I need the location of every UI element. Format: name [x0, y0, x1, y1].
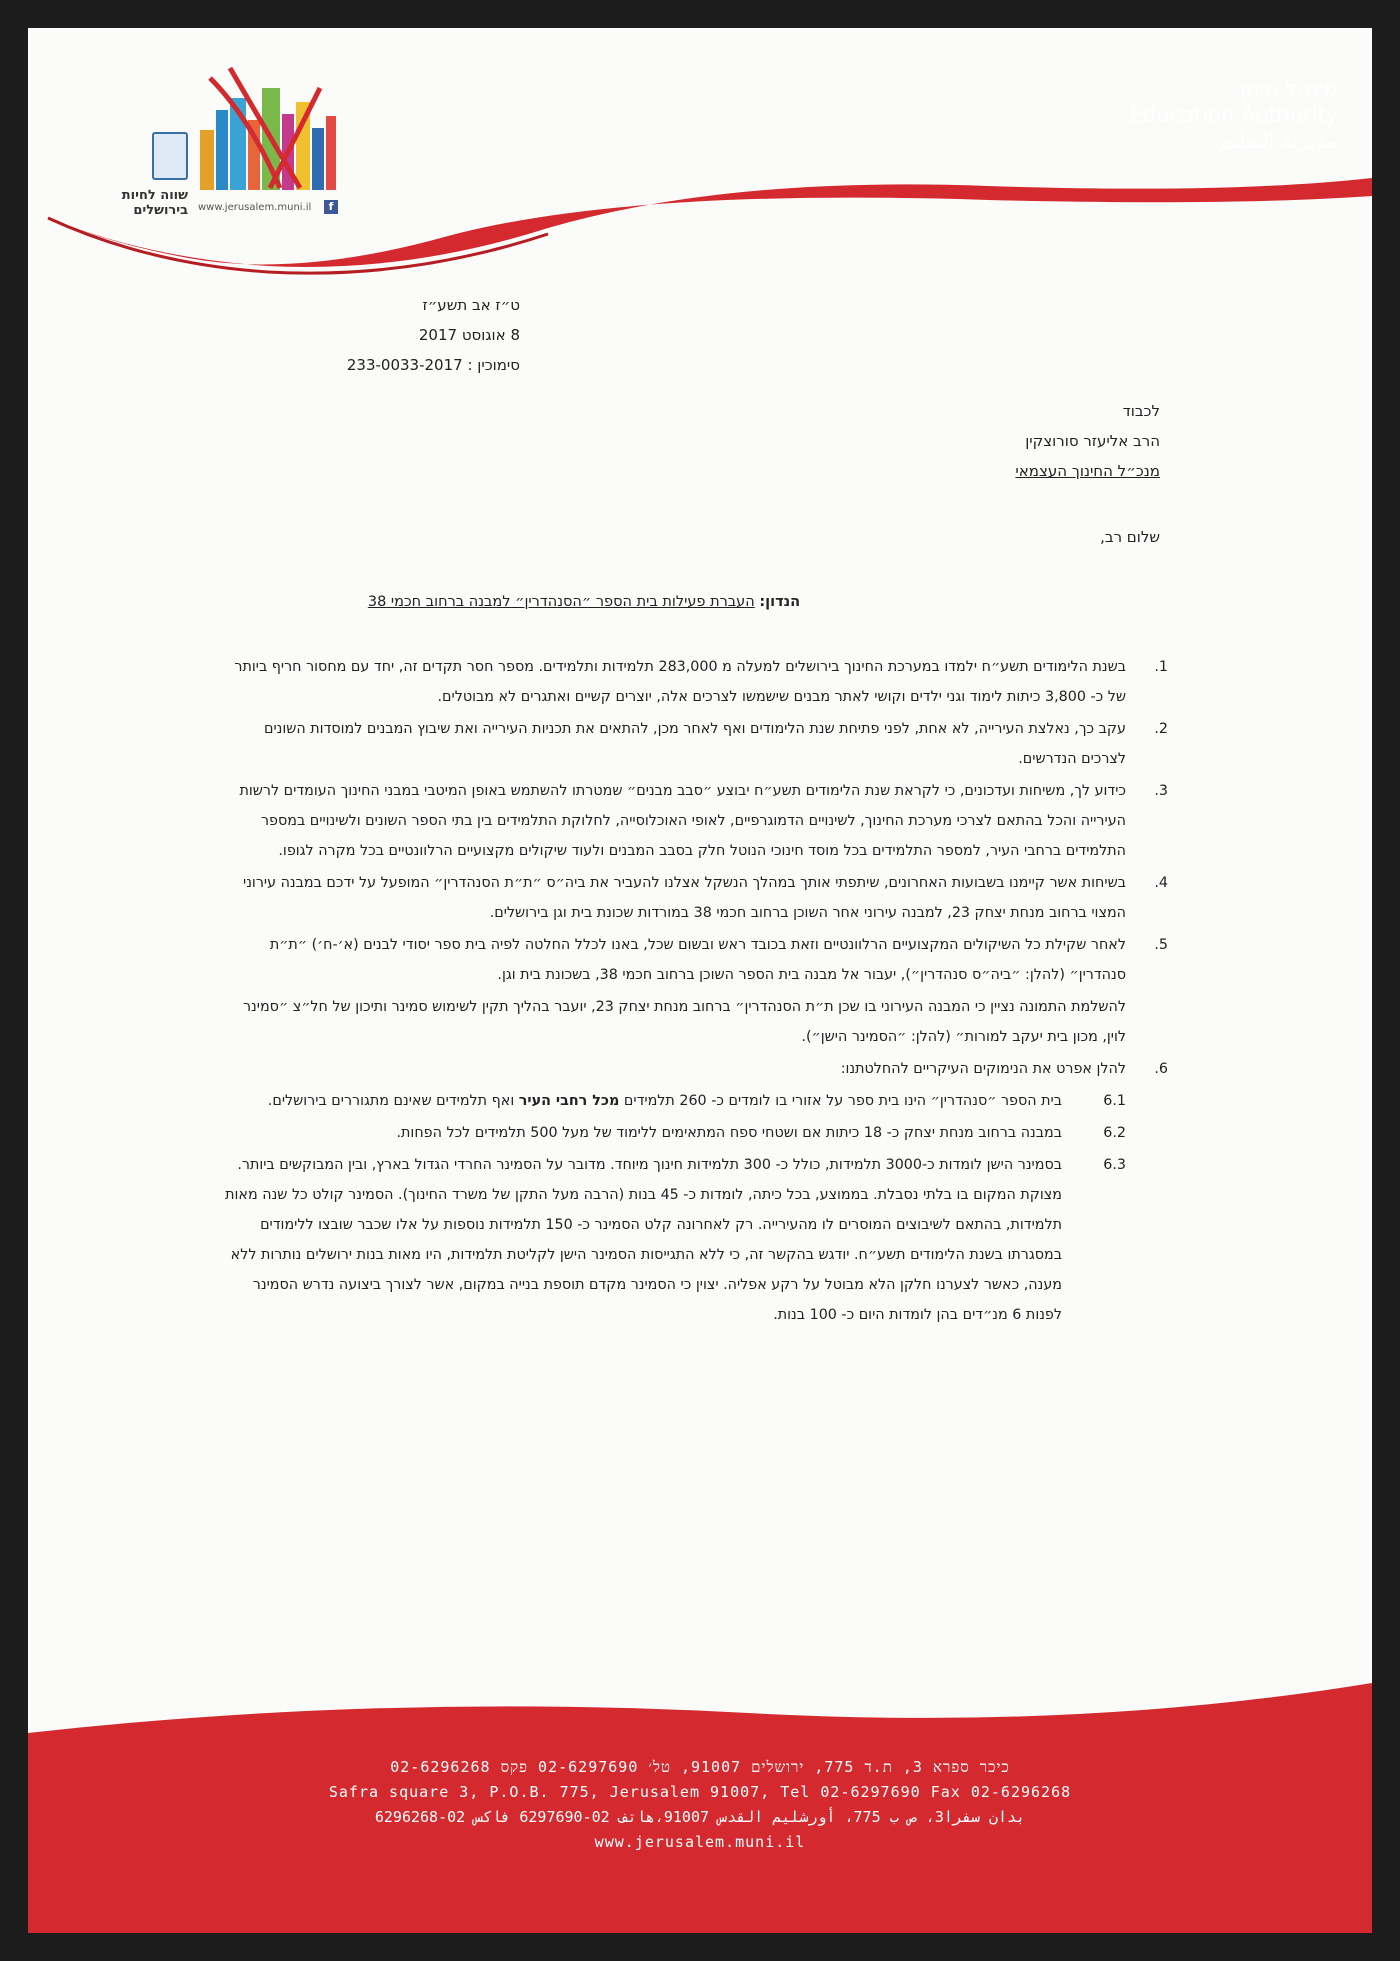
- department-english: Education Authority: [1129, 103, 1338, 127]
- gregorian-date: 8 אוגוסט 2017: [418, 326, 520, 344]
- numbered-paragraph: [216, 652, 1170, 712]
- recipient-block: [760, 396, 1160, 486]
- sub-paragraph: [216, 1118, 1170, 1148]
- logo-tagline-line-2: בירושלים: [133, 203, 188, 218]
- paragraph-text: בשנת הלימודים תשע״ח ילמדו במערכת החינוך בירושלים למעלה מ 283,000 תלמידות ותלמידים. מספר חסר תקדים זה, יחד עם מחסור חריף ביותר של כ- 3,800 כיתות לימוד וגני ילדים וקושי לאתר מבנים שישמשו לצרכים אלה, יוצרים קשיים ואתגרים לא מבוטלים.: [234, 659, 1126, 705]
- department-arabic: مديرية التعليم: [1218, 129, 1338, 153]
- footer-hebrew: כיכר ספרא 3, ת.ד 775, ירושלים 91007, טל׳ 02-6297690 פקס 02-6296268: [390, 1758, 1010, 1776]
- sub-paragraph-number: 6.3: [1103, 1157, 1126, 1173]
- subject-line: [228, 594, 940, 610]
- date-block: [228, 290, 520, 380]
- paragraph-text: להלן אפרט את הנימוקים העיקריים להחלטתנו:: [840, 1061, 1126, 1077]
- recipient-role: מנכ״ל החינוך העצמאי: [1015, 462, 1160, 480]
- footer-contact: [28, 1755, 1372, 1855]
- logo-tagline: [116, 188, 188, 218]
- paragraph-number: 5.: [1154, 937, 1168, 953]
- greeting: שלום רב,: [1100, 528, 1160, 546]
- numbered-paragraph: [216, 1054, 1170, 1084]
- sub-paragraph-number: 6.1: [1103, 1093, 1126, 1109]
- paragraph-text: להשלמת התמונה נציין כי המבנה העירוני בו שכן ת״ת הסנהדרין״ ברחוב מנחת יצחק 23, יועבר בהליך תקין לשימוש סמינר ותיכון של חל״צ ״סמינר לוין, מכון בית יעקב למורות״ (להלן: ״הסמינר הישן״).: [242, 999, 1126, 1045]
- letter-page: [28, 28, 1372, 1933]
- numbered-paragraph: [216, 930, 1170, 990]
- department-block: [1130, 76, 1338, 154]
- department-hebrew: מינהל חינוך: [1234, 77, 1338, 101]
- sub-paragraph-text-end: ואף תלמידים שאינם מתגוררים בירושלים.: [267, 1093, 519, 1109]
- sub-paragraph-text: במבנה ברחוב מנחת יצחק כ- 18 כיתות אם ושטחי ספח המתאימים ללימוד של מעל 500 תלמידים לכל הפחות.: [396, 1125, 1062, 1141]
- sub-paragraph-text: בסמינר הישן לומדות כ-3000 תלמידות, כולל כ- 300 תלמידות חינוך מיוחד. מדובר על הסמינר החרדי הגדול בארץ, ובין המבוקשים ביותר. מצוקת המקום בו בלתי נסבלת. בממוצע, בכל כיתה, לומדות כ- 45 בנות (הרבה מעל התקן של משרד החינוך). הסמינר קולט כל שנה מאות תלמידות, בהתאם לשיבוצים המוסרים לו מהעירייה. רק לאחרונה קלט הסמינר כ- 150 תלמידות נוספות על אלו שכבר שובצו ללימודים במסגרתו בשנת הלימודים תשע״ח. יודגש בהקשר זה, כי ללא התגייסות הסמינר הישן לקליטת תלמידות, היו מאות בנות ירושלים נותרות ללא מענה, כאשר לצערנו חלקן הלא מבוטל על רקע אפליה. יצוין כי הסמינר מקדם תוספת בנייה במקום, אשר לצורך ביצועה נדרש הסמינר לפנות 6 מנ״דים בהן לומדות היום כ- 100 בנות.: [225, 1157, 1062, 1323]
- sub-paragraph-emphasis: מכל רחבי העיר: [518, 1093, 620, 1109]
- recipient-name: הרב אליעזר סורוצקין: [1025, 432, 1160, 450]
- facebook-icon: f: [324, 200, 338, 214]
- numbered-paragraph: [216, 868, 1170, 928]
- sub-paragraph-text: בית הספר ״סנהדרין״ הינו בית ספר על אזורי בו לומדים כ- 260 תלמידים: [619, 1093, 1062, 1109]
- sub-paragraph: [216, 1150, 1170, 1330]
- sub-paragraph-number: 6.2: [1103, 1125, 1126, 1141]
- reference-number: סימוכין : 233-0033-2017: [346, 356, 520, 374]
- paragraph-text: בשיחות אשר קיימנו בשבועות האחרונים, שיתפתי אותך במהלך הנשקל אצלנו להעביר את ביה״ס ״ת״ת הסנהדרין״ המופעל על ידכם במבנה עירוני המצוי ברחוב מנחת יצחק 23, למבנה עירוני אחר השוכן ברחוב חכמי 38 במורדות שכונת בית וגן בירושלים.: [243, 875, 1126, 921]
- paragraph-text: לאחר שקילת כל השיקולים המקצועיים הרלוונטיים וזאת בכובד ראש ובשום שכל, באנו לכלל החלטה לפיה בית ספר יסודי לבנים (א׳-ח׳) ״ת״ת סנהדרין״ (להלן: ״ביה״ס סנהדרין״), יעבור אל מבנה בית הספר השוכן ברחוב חכמי 38, בשכונת בית וגן.: [269, 937, 1126, 983]
- hebrew-date: ט״ז אב תשע״ז: [422, 296, 520, 314]
- paragraph-number: 6.: [1154, 1061, 1168, 1077]
- letter-body: [216, 652, 1170, 1332]
- logo-tagline-line-1: שווה לחיות: [121, 188, 188, 203]
- paragraph-text: כידוע לך, משיחות ועדכונים, כי לקראת שנת הלימודים תשע״ח יבוצע ״סבב מבנים״ שמטרתו להשתמש באופן המיטבי במבני החינוך העומדים לרשות העירייה והכל בהתאם לצרכי מערכת החינוך, לשינויים הדמוגרפיים, לאופי האוכלוסייה, לחלוקת התלמידים בין בתי הספר השונים ולשינויים במספר התלמידים ברחבי העיר, למספר התלמידים בכל מוסד חינוכי הנוטל חלק בסבב המבנים ולעוד שיקולים מקצועיים הרלוונטיים בכל מקרה לגופו.: [239, 783, 1126, 859]
- logo-url: www.jerusalem.muni.il: [198, 202, 312, 213]
- subject-label: הנדון:: [759, 594, 801, 610]
- footer-english: Safra square 3, P.O.B. 775, Jerusalem 91007, Tel 02-6297690 Fax 02-6296268: [328, 1783, 1072, 1801]
- unnumbered-paragraph: [216, 992, 1170, 1052]
- numbered-paragraph: [216, 714, 1170, 774]
- subject-text: העברת פעילות בית הספר ״הסנהדרין״ למבנה ברחוב חכמי 38: [367, 594, 755, 610]
- recipient-salutation: לכבוד: [1122, 402, 1160, 420]
- paragraph-number: 1.: [1154, 659, 1168, 675]
- sub-paragraph: [216, 1086, 1170, 1116]
- jerusalem-emblem-icon: [152, 132, 188, 180]
- footer-arabic: بدان سفرا3، ص ب 775، أورشليم القدس 91007،هاتف 02-6297690 فاكس 02-6296268: [374, 1808, 1026, 1826]
- paragraph-number: 3.: [1154, 783, 1168, 799]
- footer-website: www.jerusalem.muni.il: [594, 1833, 806, 1851]
- paragraph-number: 2.: [1154, 721, 1168, 737]
- numbered-paragraph: [216, 776, 1170, 866]
- jerusalem-municipality-logo: [100, 58, 360, 228]
- paragraph-number: 4.: [1154, 875, 1168, 891]
- paragraph-text: עקב כך, נאלצת העירייה, לא אחת, לפני פתיחת שנת הלימודים ואף לאחר מכן, להתאים את תכניות העירייה ואת שיבוץ המבנים למוסדות השונים לצרכים הנדרשים.: [263, 721, 1126, 767]
